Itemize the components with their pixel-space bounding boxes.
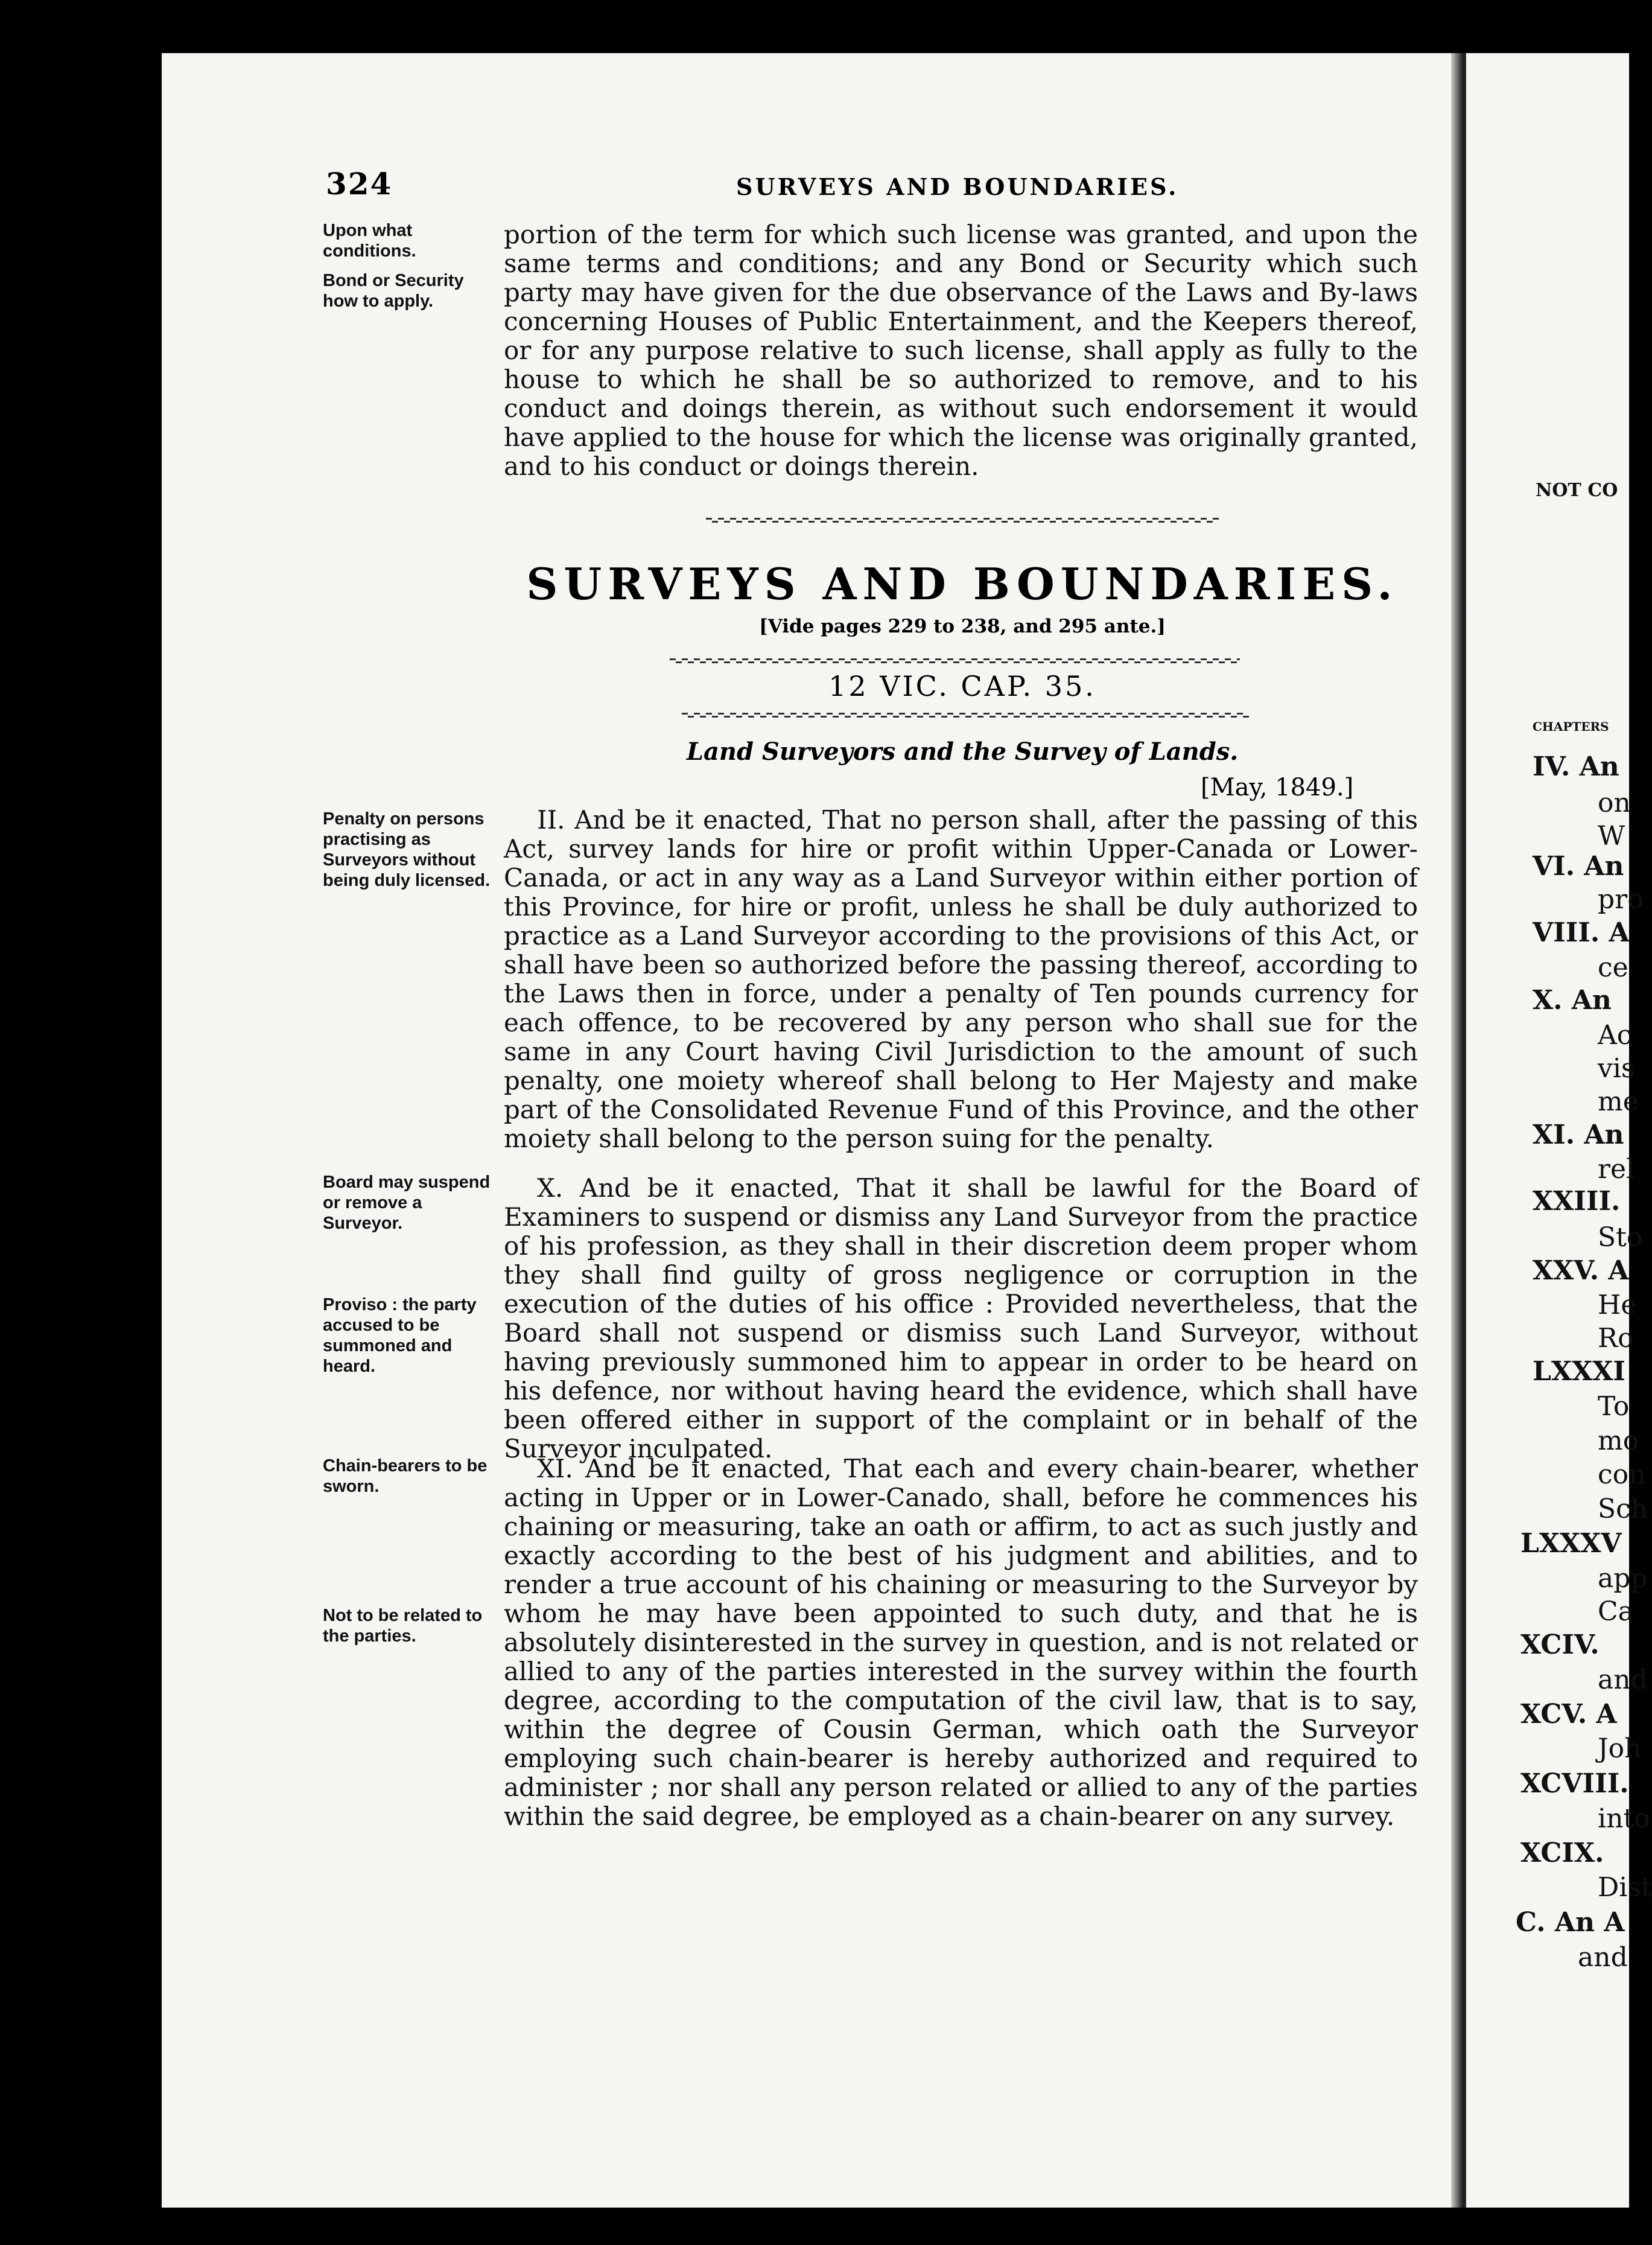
right-page-item: Joh	[1598, 1733, 1642, 1764]
right-page-item: ce	[1598, 952, 1628, 983]
right-page-item: XCV. A	[1520, 1699, 1617, 1730]
margin-note-penalty: Penalty on persons practising as Surveyors without being duly licensed.	[323, 809, 491, 890]
right-page-item: Dist	[1598, 1872, 1652, 1903]
margin-note-chain-bearers: Chain-bearers to be sworn.	[323, 1456, 488, 1496]
right-page-item: and	[1598, 1664, 1648, 1695]
act-date: [May, 1849.]	[1201, 774, 1354, 801]
right-page-item: XCVIII.	[1520, 1768, 1629, 1799]
right-page-item: VI. An	[1533, 851, 1624, 882]
margin-note-conditions: Upon what conditions.	[323, 221, 416, 261]
right-page-item: X. An	[1533, 985, 1612, 1016]
right-page-item: LXXXI	[1533, 1356, 1625, 1387]
right-page-chapters-label: CHAPTERS	[1533, 719, 1609, 734]
right-page-item: app	[1598, 1563, 1648, 1594]
section-title: SURVEYS AND BOUNDARIES.	[526, 558, 1399, 610]
right-page-item: He	[1598, 1290, 1637, 1320]
right-page-item: XXV. A	[1533, 1255, 1629, 1286]
right-page-item: Ca	[1598, 1596, 1634, 1627]
running-head: SURVEYS AND BOUNDARIES.	[736, 173, 1179, 200]
right-page-item: con	[1598, 1459, 1646, 1490]
right-page-item: Ro	[1598, 1323, 1634, 1354]
section-reference: [Vide pages 229 to 238, and 295 ante.]	[759, 616, 1166, 637]
ornamental-rule	[670, 657, 1240, 665]
right-page-item: rel	[1598, 1154, 1635, 1185]
paragraph-section-x: X. And be it enacted, That it shall be lawful for the Board of Examiners to suspend or dismiss any Land Surveyor from the practice of his profession, as they shall in their discretion deem proper whom they shall find guilty of gross negligence or corruption in the execution of the duties of his office : Provided nevertheless, that the Board shall not suspend or dismiss such Land Surveyor, without having previously summoned him to appear in order to be heard on his defence, nor without having heard the evidence, which shall have been offered either in support of the complaint or in behalf of the Surveyor inculpated.	[504, 1173, 1418, 1463]
right-page-item: me	[1598, 1086, 1639, 1117]
right-page-item: XI. An	[1533, 1119, 1624, 1150]
ornamental-rule	[706, 516, 1219, 524]
right-page-item: Ac	[1598, 1020, 1632, 1051]
margin-note-board: Board may suspend or remove a Surveyor.	[323, 1173, 491, 1233]
right-page-item: on	[1598, 788, 1631, 818]
margin-note-proviso: Proviso : the party accused to be summoned and heard.	[323, 1295, 477, 1376]
right-page-item: XXIII.	[1533, 1186, 1621, 1217]
right-page-item: into	[1598, 1803, 1650, 1834]
right-page-item: XCIV.	[1520, 1629, 1600, 1660]
right-page-item: IV. An	[1533, 751, 1619, 782]
right-page-item: XCIX.	[1520, 1838, 1604, 1868]
right-page-heading-fragment: NOT CO	[1536, 480, 1618, 501]
right-page-item: LXXXV	[1520, 1528, 1622, 1559]
right-page-item: W	[1598, 821, 1625, 852]
page-header	[326, 166, 1192, 205]
right-page-item: Sch	[1598, 1494, 1648, 1524]
act-title: Land Surveyors and the Survey of Lands.	[686, 737, 1239, 766]
chapter-heading: 12 VIC. CAP. 35.	[828, 670, 1096, 702]
paragraph-section-xi: XI. And be it enacted, That each and every chain-bearer, whether acting in Upper or in Lower-Canado, shall, before he commences his chaining or measuring, take an oath or affirm, to act as such justly and exactly according to the best of his judgment and abilities, and to render a true account of his chaining or measuring to the Surveyor by whom he may have been appointed to such duty, and that he is absolutely disinterested in the survey in question, and is not related or allied to any of the parties interested in the survey within the fourth degree, according to the computation of the civil law, that is to say, within the degree of Cousin German, which oath the Surveyor employing such chain-bearer is hereby authorized and required to administer ; nor shall any person related or allied to any of the parties within the said degree, be employed as a chain-bearer on any survey.	[504, 1454, 1418, 1831]
intro-paragraph: portion of the term for which such license was granted, and upon the same terms and conditions; and any Bond or Security which such party may have given for the due observance of the Laws and By-laws concerning Houses of Public Entertainment, and the Keepers thereof, or for any purpose relative to such license, shall apply as fully to the house to which he shall be so authorized to remove, and to his conduct and doings therein, as without such endorsement it would have applied to the house for which the license was originally granted, and to his conduct or doings therein.	[504, 220, 1418, 481]
right-page-item: C. An A	[1516, 1907, 1625, 1938]
page-number: 324	[326, 166, 393, 202]
margin-note-not-related: Not to be related to the parties.	[323, 1606, 483, 1646]
right-page-item: mo	[1598, 1425, 1639, 1456]
right-page-item: and	[1578, 1942, 1628, 1973]
margin-note-bond: Bond or Security how to apply.	[323, 271, 464, 311]
ornamental-rule	[682, 711, 1249, 719]
right-page-item: vis	[1598, 1053, 1635, 1084]
right-page-item: To	[1598, 1391, 1630, 1422]
right-page-item: Sto	[1598, 1222, 1643, 1253]
paragraph-section-ii: II. And be it enacted, That no person shall, after the passing of this Act, survey lands for hire or profit within Upper-Canada or Lower-Canada, or act in any way as a Land Surveyor within either portion of this Province, for hire or profit, unless he shall be duly authorized to practice as a Land Surveyor according to the provisions of this Act, or shall have been so authorized before the passing thereof, according to the Laws then in force, under a penalty of Ten pounds currency for each offence, to be recovered by any person who shall sue for the same in any Court having Civil Jurisdiction to the amount of such penalty, one moiety whereof shall belong to Her Majesty and make part of the Consolidated Revenue Fund of this Province, and the other moiety shall belong to the person suing for the penalty.	[504, 805, 1418, 1153]
right-page-item: pro	[1598, 884, 1644, 915]
right-page-item: VIII. A	[1533, 917, 1630, 948]
